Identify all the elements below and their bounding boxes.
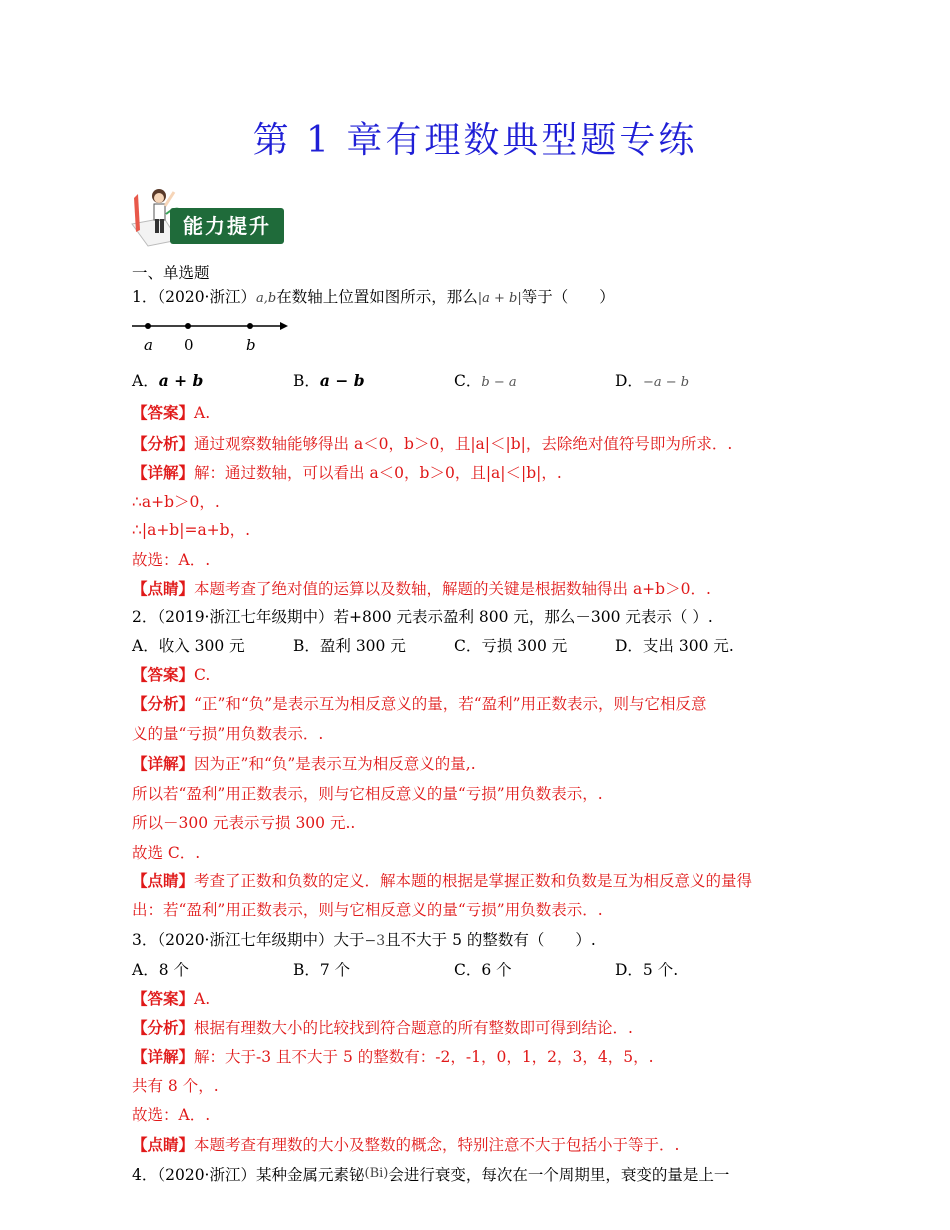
q2-detail-line-3: 所以－300 元表示亏损 300 元.. [132,814,356,832]
q3-option-b: B．7 个 [293,961,351,979]
number-line-figure [130,316,300,356]
q2-detail-line-2: 所以若“盈利”用正数表示，则与它相反意义的量“亏损”用负数表示，. [132,785,603,803]
q3-detail-line-2: 共有 8 个，. [132,1077,219,1095]
point-b [247,323,253,329]
q2-comment: 【点睛】考查了正数和负数的定义．解本题的根据是掌握正数和负数是互为相反意义的量得 [132,871,753,890]
point-a [145,323,151,329]
q1-stem-prefix: 1．（2020·浙江） [132,288,256,306]
question-2-stem: 2．（2019·浙江七年级期中）若+800 元表示盈利 800 元，那么－300 元表示（ ）. [132,608,713,626]
q3-option-c: C．6 个 [454,961,512,979]
q1-stem-suffix: 等于（ ） [521,288,615,306]
q2-comment-cont: 出：若“盈利”用正数表示，则与它相反意义的量“亏损”用负数表示．. [132,901,603,919]
q1-stem-ab: a,b [256,291,277,306]
q1-step-1: ∴a+b＞0，. [132,493,220,511]
q1-option-b: B．a − b [293,371,365,390]
q2-detail: 【详解】因为正”和“负”是表示互为相反意义的量,. [132,754,476,773]
q2-option-b: B．盈利 300 元 [293,637,406,655]
section-banner [128,184,288,252]
q2-option-d: D．支出 300 元. [615,637,734,655]
q1-option-a: A．a + b [132,371,204,390]
section-heading: 一、单选题 [132,264,210,282]
q2-analysis-cont: 义的量“亏损”用负数表示．. [132,725,324,743]
question-3-stem: 3．（2020·浙江七年级期中）大于−3且不大于 5 的整数有（ ）. [132,931,596,949]
q1-stem-abs: |a + b| [477,291,522,306]
q3-comment: 【点睛】本题考查有理数的大小及整数的概念，特别注意不大于包括小于等于．. [132,1135,680,1154]
q1-detail: 【详解】解：通过数轴，可以看出 a＜0，b＞0，且|a|＜|b|，. [132,463,562,482]
q1-option-d: D．−a − b [615,372,690,390]
label-b: b [246,336,256,354]
question-4-stem: 4．（2020·浙江）某种金属元素铋(Bi)会进行衰变，每次在一个周期里，衰变的量是上一 [132,1166,730,1184]
q1-step-2: ∴|a+b|=a+b，. [132,521,251,539]
q3-option-a: A．8 个 [132,961,189,979]
page-title: 第 1 章有理数典型题专练 [252,120,698,161]
q2-choose: 故选 C．. [132,844,201,862]
q2-option-a: A．收入 300 元 [132,637,245,655]
q2-option-c: C．亏损 300 元 [454,637,568,655]
q3-choose: 故选：A．. [132,1106,211,1124]
banner-label: 能力提升 [170,208,284,244]
q3-analysis: 【分析】根据有理数大小的比较找到符合题意的所有整数即可得到结论．. [132,1018,633,1037]
q1-choose: 故选：A．. [132,551,211,569]
q2-analysis: 【分析】“正”和“负”是表示互为相反意义的量，若“盈利”用正数表示，则与它相反意 [132,694,707,713]
q3-detail: 【详解】解：大于-3 且不大于 5 的整数有：-2，-1，0，1，2，3，4，5，. [132,1047,654,1066]
number-line-arrow [280,322,288,330]
q1-comment: 【点睛】本题考查了绝对值的运算以及数轴，解题的关键是根据数轴得出 a+b＞0．. [132,579,711,598]
q3-option-d: D．5 个. [615,961,679,979]
q2-answer: 【答案】C. [132,665,211,684]
q1-stem-mid: 在数轴上位置如图所示，那么 [276,288,478,306]
q1-option-c: C．b − a [454,372,517,390]
q3-answer: 【答案】A. [132,989,211,1008]
point-zero [185,323,191,329]
q1-analysis: 【分析】通过观察数轴能够得出 a＜0，b＞0，且|a|＜|b|，去除绝对值符号即为所求．. [132,434,733,453]
q1-answer: 【答案】A. [132,403,211,422]
question-1-stem [132,286,615,310]
label-zero: 0 [184,336,194,354]
label-a: a [144,336,153,354]
